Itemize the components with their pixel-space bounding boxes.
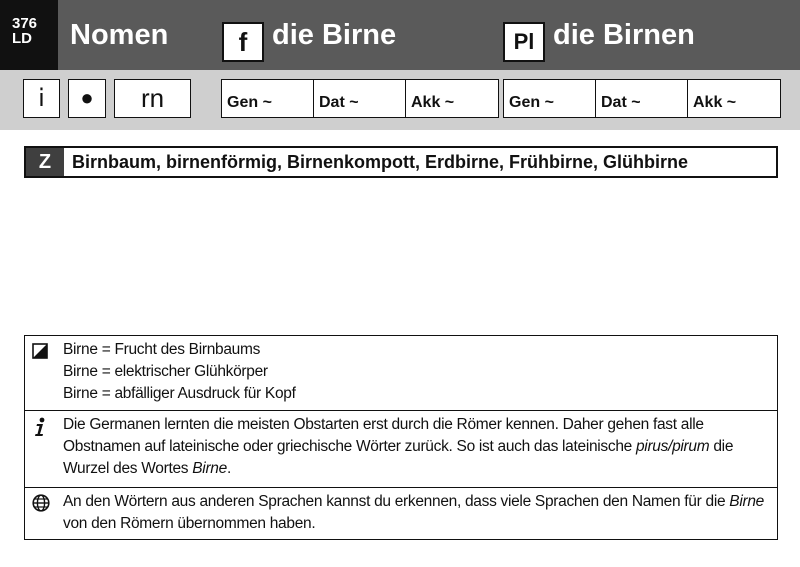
case-akk-singular: Akk ~	[411, 94, 455, 111]
info-text	[63, 414, 771, 480]
globe-icon	[32, 494, 52, 514]
info-box	[24, 335, 778, 540]
meaning-line: Birne = abfälliger Ausdruck für Kopf	[63, 385, 296, 402]
singular-word: die Birne	[272, 19, 397, 51]
info-text-part: die Wurzel des Wortes	[63, 438, 734, 477]
info-text-italic: pirus/pirum	[635, 438, 710, 455]
meanings-row	[25, 336, 777, 410]
singular-cases	[221, 79, 499, 118]
info-i-icon	[32, 417, 52, 437]
card-code: LD	[12, 30, 32, 47]
gender-box-singular: f	[222, 22, 264, 62]
languages-text-part: von den Römern übernommen haben.	[63, 515, 316, 532]
plural-word: die Birnen	[553, 19, 695, 51]
compounds-text: Birnbaum, birnenförmig, Birnenkompott, Erdbirne, Frühbirne, Glühbirne	[72, 152, 689, 172]
half-square-icon	[32, 343, 52, 363]
languages-text-italic: Birne	[729, 493, 764, 510]
case-dat-singular: Dat ~	[314, 80, 406, 117]
meanings-list	[63, 339, 771, 405]
info-row	[25, 410, 777, 487]
meaning-line: Birne = elektrischer Glühkörper	[63, 363, 268, 380]
plural-cases	[503, 79, 781, 118]
info-text-part: Die Germanen lernten die meisten Obstarten erst durch die Römer kennen. Daher gehen fast alle Obstnamen auf lateinische oder griechische Wörter zurück. So ist auch das lateinische	[63, 416, 704, 455]
info-text-part: .	[226, 460, 231, 477]
case-dat-plural: Dat ~	[596, 80, 688, 117]
info-text-italic: Birne	[192, 460, 227, 477]
languages-text	[63, 491, 771, 535]
case-gen-singular: Gen ~	[222, 80, 314, 117]
symbol-dot-icon: ●	[68, 79, 106, 118]
card-number-badge	[0, 0, 58, 70]
meaning-line: Birne = Frucht des Birnbaums	[63, 341, 261, 358]
card-number: 376	[12, 15, 38, 32]
part-of-speech: Nomen	[70, 19, 169, 51]
case-gen-plural: Gen ~	[504, 80, 596, 117]
symbol-rn: rn	[114, 79, 191, 118]
symbol-i: i	[23, 79, 60, 118]
compounds-label: Z	[26, 148, 64, 176]
gender-box-plural: Pl	[503, 22, 545, 62]
languages-row	[25, 487, 777, 539]
case-akk-plural: Akk ~	[693, 94, 737, 111]
languages-text-part: An den Wörtern aus anderen Sprachen kannst du erkennen, dass viele Sprachen den Namen für die	[63, 493, 730, 510]
compounds-line	[24, 146, 778, 178]
